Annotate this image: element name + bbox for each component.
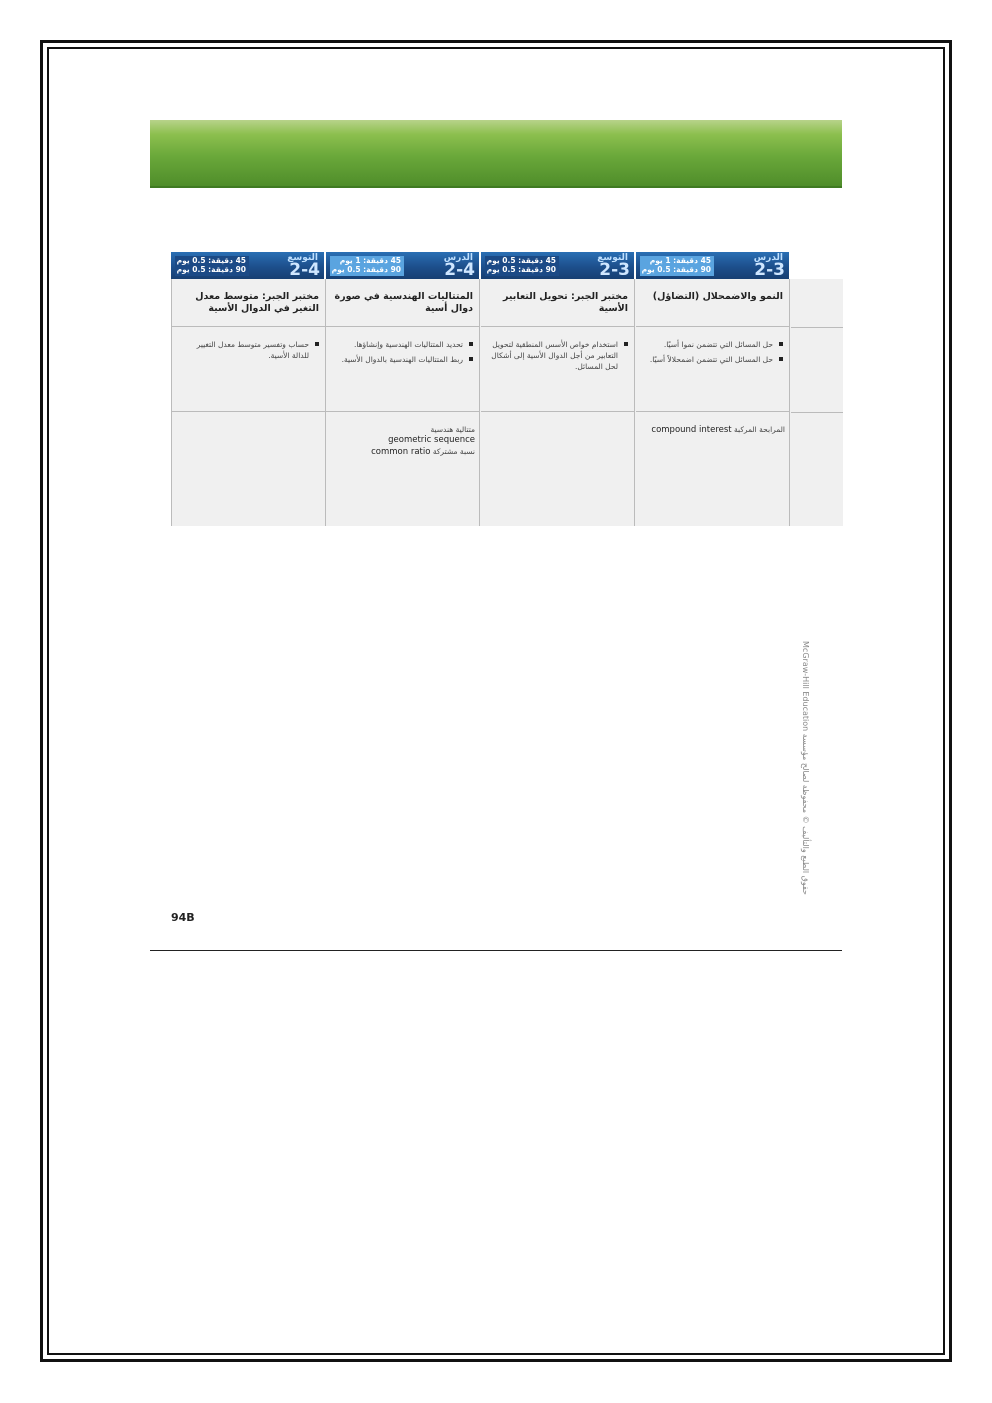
- lesson-vocabulary: [636, 412, 789, 526]
- lesson-kind: التوسع: [287, 253, 318, 263]
- time-box: [640, 256, 714, 276]
- time-box: [175, 256, 249, 276]
- lesson-objectives: [172, 327, 325, 412]
- lesson-vocabulary: [172, 412, 325, 526]
- time-box: [485, 256, 559, 276]
- vocab-arabic: نسبة مشتركة: [432, 447, 475, 456]
- lesson-title: مختبر الجبر: متوسط معدل التغير في الدوال الأسية: [172, 279, 325, 327]
- page-number: 94B: [171, 911, 195, 924]
- vocab-english: geometric sequence: [388, 435, 475, 445]
- lesson-number: 2-4: [289, 260, 320, 279]
- lesson-tab: [636, 252, 789, 279]
- lesson-objectives: [326, 327, 479, 412]
- page-border-inner: [47, 47, 945, 1355]
- objective-item: حل المسائل التي تتضمن اضمحلالاً أسيًا.: [644, 354, 773, 365]
- lesson-column: [636, 279, 790, 526]
- lesson-kind: الدرس: [753, 253, 783, 263]
- lesson-column: [326, 279, 480, 526]
- lesson-vocabulary: [481, 412, 634, 526]
- time-90: 90 دقيقة: 0.5 يوم: [331, 265, 401, 274]
- vocab-arabic: المرابحة المركبة: [734, 425, 785, 434]
- lesson-grid: [171, 279, 843, 526]
- lesson-column: [481, 279, 635, 526]
- lesson-vocabulary: [326, 412, 479, 526]
- vocab-english: compound interest: [651, 425, 732, 435]
- vocab-arabic: متتالية هندسية: [430, 425, 475, 434]
- lesson-title: المتتاليات الهندسية في صورة دوال أسية: [326, 279, 479, 327]
- footer-rule: [150, 950, 842, 951]
- copyright-text: حقوق الطبع والتأليف © محفوظة لصالح مؤسسة McGraw-Hill Education: [801, 641, 810, 895]
- time-90: 90 دقيقة: 0.5 يوم: [486, 265, 556, 274]
- lesson-objectives: [636, 327, 789, 412]
- lesson-tab: [171, 252, 324, 279]
- time-90: 90 دقيقة: 0.5 يوم: [641, 265, 711, 274]
- lesson-kind: الدرس: [443, 253, 473, 263]
- lesson-title: النمو والاضمحلال (التضاؤل): [636, 279, 789, 327]
- time-45: 45 دقيقة: 1 يوم: [339, 256, 401, 265]
- lesson-number: 2-3: [754, 260, 785, 279]
- lesson-tab: [326, 252, 479, 279]
- time-45: 45 دقيقة: 0.5 يوم: [176, 256, 246, 265]
- lesson-kind: التوسع: [597, 253, 628, 263]
- objective-item: حل المسائل التي تتضمن نموا أسيًا.: [644, 339, 773, 350]
- time-box: [330, 256, 404, 276]
- lesson-objectives: [481, 327, 634, 412]
- objective-item: ربط المتتاليات الهندسية بالدوال الأسية.: [334, 354, 463, 365]
- objective-item: تحديد المتتاليات الهندسية وإنشاؤها.: [334, 339, 463, 350]
- lesson-tab: [481, 252, 634, 279]
- chapter-banner: [150, 120, 842, 188]
- vocab-english: common ratio: [371, 447, 431, 457]
- lesson-number: 2-3: [599, 260, 630, 279]
- objective-item: استخدام خواص الأسس المنطقية لتحويل التعابير من أجل الدوال الأسية إلى أشكال لحل المسائل.: [489, 339, 618, 372]
- lesson-title: مختبر الجبر: تحويل التعابير الأسية: [481, 279, 634, 327]
- lesson-number: 2-4: [444, 260, 475, 279]
- objective-item: حساب وتفسير متوسط معدل التغيير للدالة الأسية.: [180, 339, 309, 361]
- time-90: 90 دقيقة: 0.5 يوم: [176, 265, 246, 274]
- time-45: 45 دقيقة: 1 يوم: [649, 256, 711, 265]
- table-edge-column: [791, 279, 843, 526]
- lesson-column: [172, 279, 326, 526]
- copyright-notice: [796, 640, 810, 895]
- time-45: 45 دقيقة: 0.5 يوم: [486, 256, 556, 265]
